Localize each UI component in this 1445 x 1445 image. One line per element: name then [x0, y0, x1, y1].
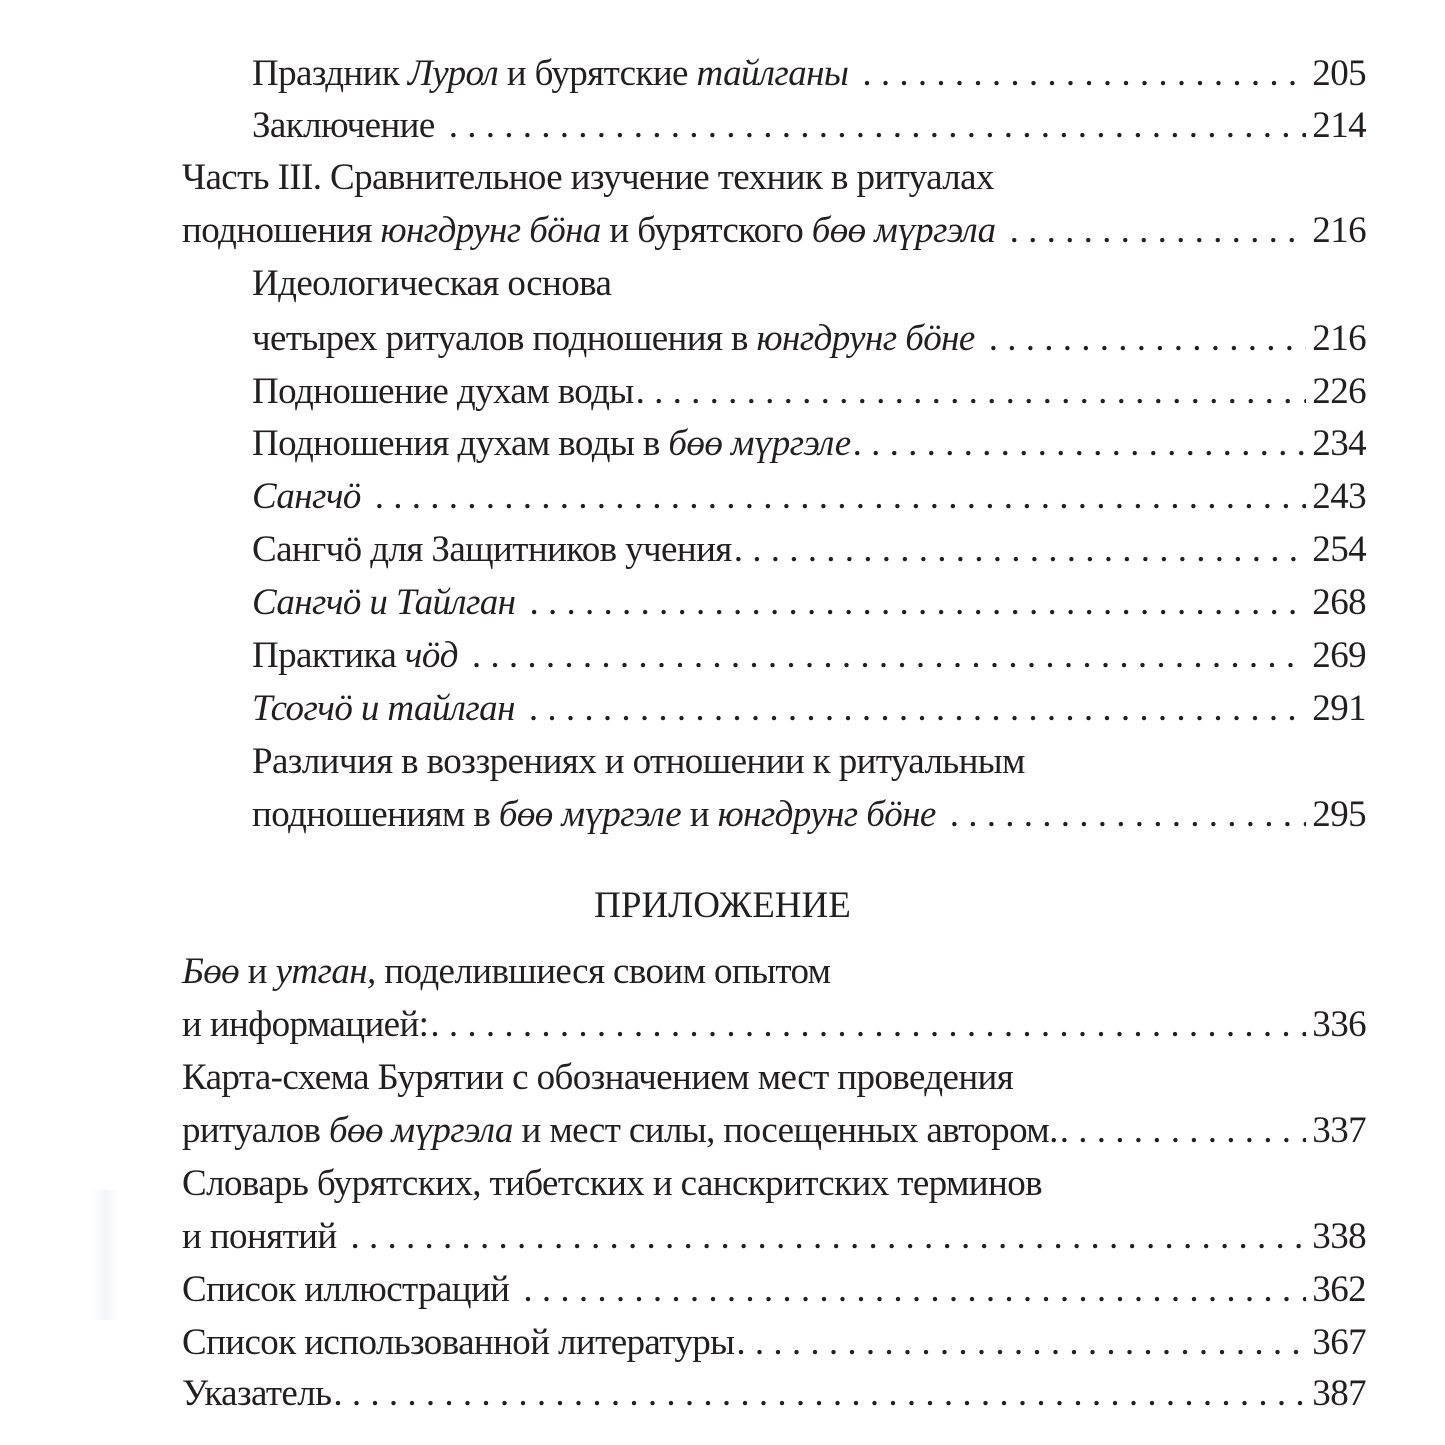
toc-entry-tsogcho[interactable]	[252, 683, 1366, 735]
toc-entry-ideology[interactable]	[252, 313, 1366, 365]
page-number: 216	[1312, 318, 1366, 359]
page-number: 226	[1312, 371, 1366, 412]
page-number: 338	[1312, 1216, 1366, 1257]
part3-title-line1[interactable]: Часть III. Сравнительное изучение техник в ритуалах	[182, 157, 994, 198]
page-number: 362	[1312, 1269, 1366, 1310]
page-number: 216	[1312, 210, 1366, 251]
dot-leader	[853, 418, 1307, 470]
toc-entry-title: Подношения духам воды в бөө мүргэле	[252, 423, 851, 464]
toc-entry-title: и информацией:	[182, 1004, 429, 1045]
page-number: 295	[1312, 794, 1366, 835]
page-number: 254	[1312, 529, 1366, 570]
toc-entry-conclusion[interactable]	[252, 100, 1366, 152]
dot-leader	[430, 999, 1306, 1051]
page-number: 367	[1312, 1322, 1366, 1363]
toc-entry-title: Заключение	[252, 105, 435, 146]
toc-entry-chod[interactable]	[252, 630, 1366, 682]
toc-entry-title: и понятий	[182, 1216, 337, 1257]
page-number: 268	[1312, 582, 1366, 623]
toc-entry-sangcho-protectors[interactable]	[252, 524, 1366, 576]
toc-entry-bibliography[interactable]	[182, 1317, 1366, 1369]
page-number: 269	[1312, 635, 1366, 676]
page-number: 337	[1312, 1110, 1366, 1151]
dot-leader	[472, 630, 1306, 682]
toc-entry-map[interactable]	[182, 1105, 1366, 1157]
dot-leader	[862, 48, 1306, 100]
page-number: 214	[1312, 105, 1366, 146]
toc-entry-ideology-line1[interactable]: Идеологическая основа	[252, 263, 612, 304]
toc-entry-title: Список иллюстраций	[182, 1269, 510, 1310]
toc-entry-glossary[interactable]	[182, 1211, 1366, 1263]
toc-entry-informants-line1[interactable]: Бөө и утган, поделившиеся своим опытом	[182, 951, 831, 992]
toc-entry-glossary-line1[interactable]: Словарь бурятских, тибетских и санскритских терминов	[182, 1163, 1042, 1204]
page-number: 234	[1312, 423, 1366, 464]
toc-entry-differences-line1[interactable]: Различия в воззрениях и отношении к ритуальным	[252, 741, 1025, 782]
toc-entry-title: Подношение духам воды	[252, 371, 634, 412]
toc-entry-part3[interactable]	[182, 205, 1366, 257]
toc-entry-title: Практика чӧд	[252, 635, 458, 676]
dot-leader	[1010, 205, 1307, 257]
toc-entry-illustrations[interactable]	[182, 1264, 1366, 1316]
page-number: 291	[1312, 688, 1366, 729]
page-number: 387	[1312, 1373, 1366, 1414]
dot-leader	[529, 683, 1306, 735]
toc-entry-title: Указатель	[182, 1373, 332, 1414]
dot-leader	[449, 100, 1307, 152]
dot-leader	[1060, 1105, 1307, 1157]
toc-entry-title: Список использованной литературы	[182, 1322, 735, 1363]
toc-entry-index[interactable]	[182, 1368, 1366, 1420]
toc-entry-title: подношения юнгдрунг бӧна и бурятского бөө мүргэла	[182, 210, 996, 251]
dot-leader	[736, 1317, 1306, 1369]
dot-leader	[950, 789, 1307, 841]
page-number: 205	[1312, 53, 1366, 94]
toc-entry-title: Праздник Лурол и бурятские тайлганы	[252, 53, 849, 94]
toc-entry-map-line1[interactable]: Карта-схема Бурятии с обозначением мест проведения	[182, 1057, 1014, 1098]
dot-leader	[375, 471, 1307, 523]
toc-entry-lurol[interactable]	[252, 48, 1366, 100]
dot-leader	[636, 366, 1307, 418]
toc-entry-sangcho[interactable]	[252, 471, 1366, 523]
dot-leader	[989, 313, 1307, 365]
toc-entry-title: Сангчӧ и Тайлган	[252, 582, 516, 623]
appendix-heading: ПРИЛОЖЕНИЕ	[594, 885, 851, 926]
dot-leader	[734, 524, 1307, 576]
toc-entry-title: Сангчӧ	[252, 476, 361, 517]
toc-entry-informants[interactable]	[182, 999, 1366, 1051]
toc-entry-title: ритуалов бөө мүргэла и мест силы, посещенных автором.	[182, 1110, 1058, 1151]
page-number: 336	[1312, 1004, 1366, 1045]
toc-entry-title: четырех ритуалов подношения в юнгдрунг бӧне	[252, 318, 975, 359]
dot-leader	[523, 1264, 1306, 1316]
toc-entry-title: Тсогчӧ и тайлган	[252, 688, 515, 729]
toc-entry-water-spirits[interactable]	[252, 366, 1366, 418]
dot-leader	[351, 1211, 1307, 1263]
scan-shadow	[90, 1190, 120, 1320]
toc-entry-differences[interactable]	[252, 789, 1366, 841]
page-number: 243	[1312, 476, 1366, 517]
dot-leader	[333, 1368, 1306, 1420]
toc-entry-title: подношениям в бөө мүргэле и юнгдрунг бӧне	[252, 794, 936, 835]
toc-entry-sangcho-tailgan[interactable]	[252, 577, 1366, 629]
dot-leader	[529, 577, 1306, 629]
toc-entry-title: Сангчӧ для Защитников учения	[252, 529, 732, 570]
toc-entry-water-spirits-boo[interactable]	[252, 418, 1366, 470]
